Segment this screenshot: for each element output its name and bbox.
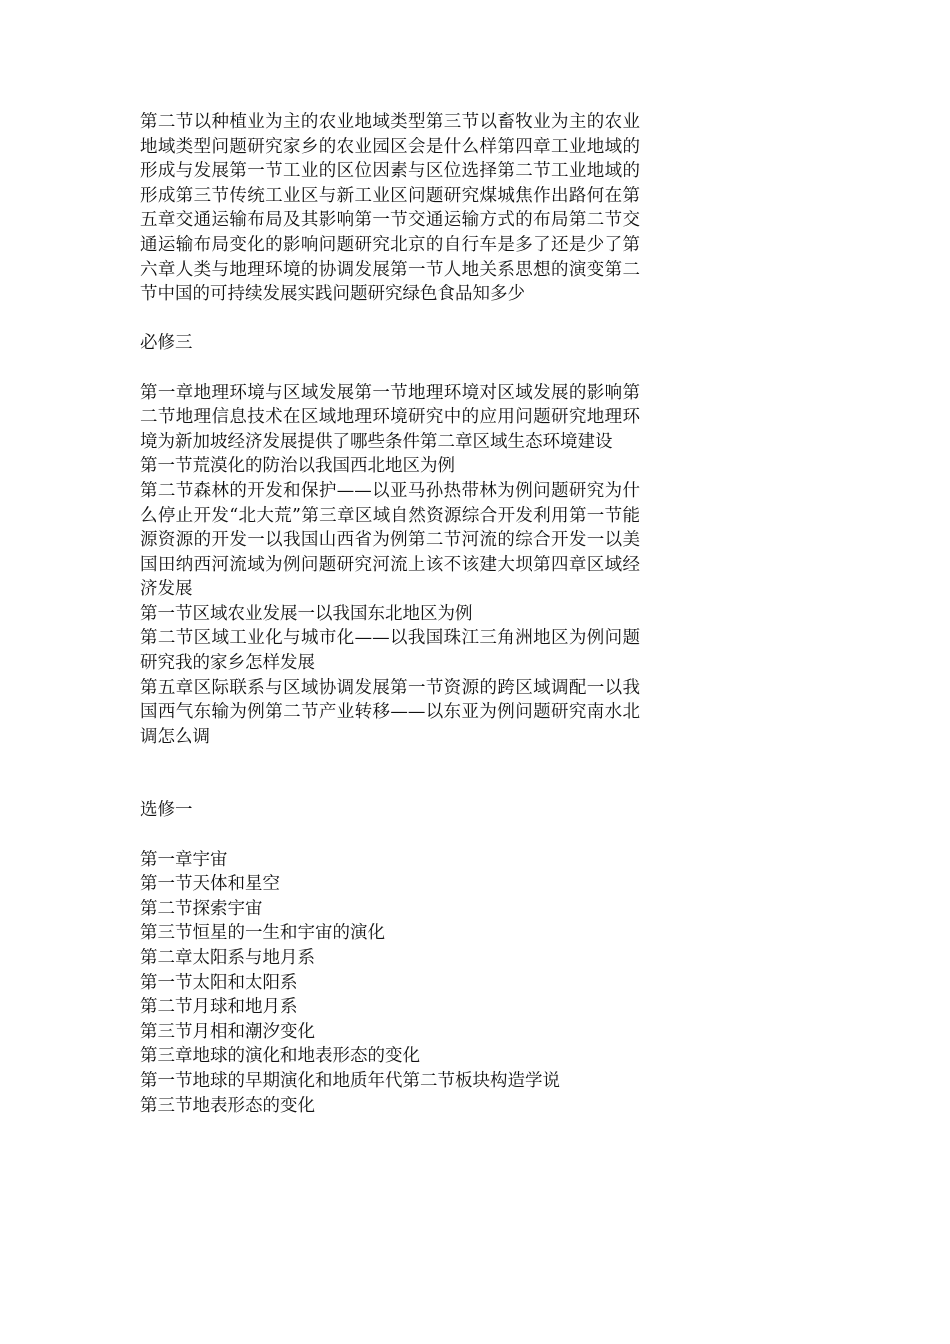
toc-line: 第一节太阳和太阳系: [140, 972, 298, 993]
toc-line: 第一节地球的早期演化和地质年代第二节板块构造学说: [140, 1070, 560, 1091]
toc-line: 第二节探索宇宙: [140, 898, 263, 919]
spacer: [140, 307, 640, 332]
compulsory-two-contents: [140, 110, 640, 307]
paragraph: 第一节荒漠化的防治以我国西北地区为例: [140, 456, 455, 477]
paragraph: 第二节以种植业为主的农业地域类型第三节以畜牧业为主的农业地域类型问题研究家乡的农业园区会是什么样第四章工业地域的形成与发展第一节工业的区位因素与区位选择第二节工业地域的形成第三节传统工业区与新工业区问题研究煤城焦作出路何在第五章交通运输布局及其影响第一节交通运输方式的布局第二节交通运输布局变化的影响问题研究北京的自行车是多了还是少了第六章人类与地理环境的协调发展第一节人地关系思想的演变第二节中国的可持续发展实践问题研究绿色食品知多少: [140, 112, 640, 305]
document-page: [140, 110, 640, 1118]
toc-line: 第三章地球的演化和地表形态的变化: [140, 1046, 420, 1067]
paragraph: 第一节区域农业发展一以我国东北地区为例: [140, 603, 473, 624]
toc-line: 第一节天体和星空: [140, 874, 280, 895]
spacer: [140, 749, 640, 798]
paragraph: 第二节森林的开发和保护——以亚马孙热带林为例问题研究为什么停止开发“北大荒”第三章区域自然资源综合开发利用第一节能源资源的开发一以我国山西省为例第二节河流的综合开发一以美国田纳西河流域为例问题研究河流上该不该建大坝第四章区域经济发展: [140, 480, 640, 600]
toc-line: 第三节地表形态的变化: [140, 1095, 315, 1116]
paragraph: 第五章区际联系与区域协调发展第一节资源的跨区域调配一以我国西气东输为例第二节产业转移——以东亚为例问题研究南水北调怎么调: [140, 677, 640, 747]
toc-line: 第二章太阳系与地月系: [140, 948, 315, 968]
elective-one-contents: [140, 848, 640, 1119]
toc-line: 第一章宇宙: [140, 849, 228, 870]
compulsory-three-contents: [140, 381, 640, 750]
toc-line: 第二节月球和地月系: [140, 997, 298, 1018]
spacer: [140, 823, 640, 848]
paragraph: 第一章地理环境与区域发展第一节地理环境对区域发展的影响第二节地理信息技术在区域地理环境研究中的应用问题研究地理环境为新加坡经济发展提供了哪些条件第二章区域生态环境建设: [140, 382, 640, 452]
spacer: [140, 356, 640, 381]
section-heading-compulsory-three: 必修三: [140, 333, 193, 354]
section-heading-elective-one: 选修一: [140, 800, 193, 821]
toc-line: 第三节恒星的一生和宇宙的演化: [140, 923, 385, 944]
toc-line: 第三节月相和潮汐变化: [140, 1021, 315, 1042]
paragraph: 第二节区域工业化与城市化——以我国珠江三角洲地区为例问题研究我的家乡怎样发展: [140, 628, 640, 674]
